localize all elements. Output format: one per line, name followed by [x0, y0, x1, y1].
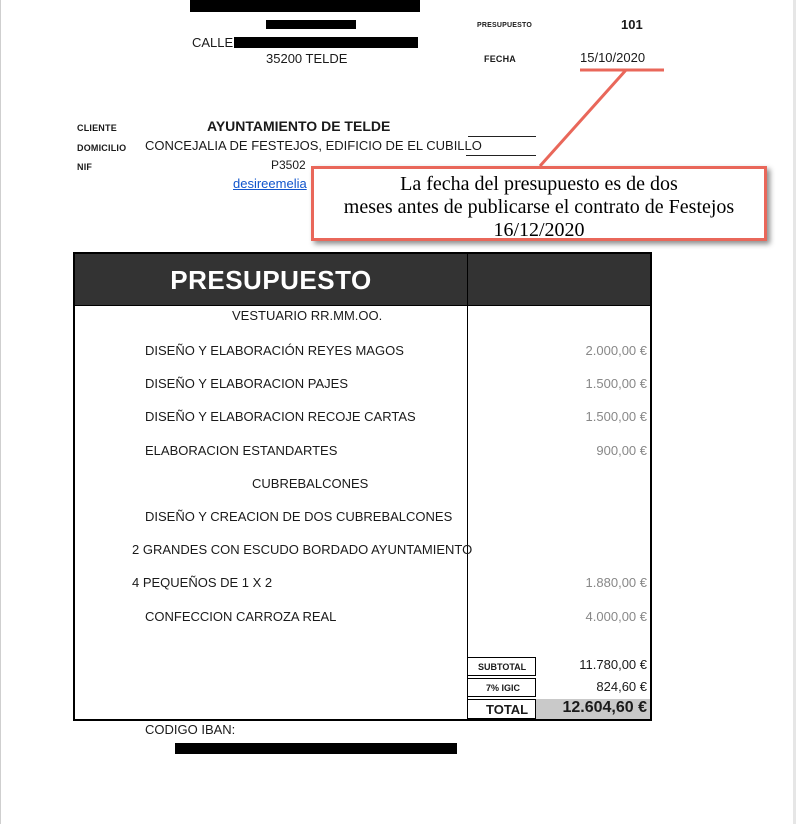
redacted-company-id [266, 20, 356, 29]
postal-city: 35200 TELDE [266, 51, 348, 66]
total-label-cell [467, 699, 536, 719]
callout-line-3: 16/12/2020 [493, 219, 585, 241]
table-row-desc: CONFECCION CARROZA REAL [145, 609, 337, 624]
address-underline [466, 155, 536, 156]
table-row-desc: DISEÑO Y CREACION DE DOS CUBREBALCONES [145, 509, 453, 524]
date-value: 15/10/2020 [580, 50, 646, 65]
budget-table [73, 252, 652, 721]
subtotal-label: SUBTOTAL [478, 662, 527, 672]
tax-value: 824,60 € [596, 679, 647, 694]
annotation-callout [311, 166, 767, 241]
callout-line-2: meses antes de publicarse el contrato de Festejos [343, 196, 735, 218]
total-label: TOTAL [486, 702, 529, 717]
table-row-desc: 4 PEQUEÑOS DE 1 X 2 [132, 575, 273, 590]
client-underline [468, 136, 536, 137]
budget-label: PRESUPUESTO [477, 22, 532, 29]
table-row-amount: 1.880,00 € [585, 575, 647, 590]
table-row-desc: 2 GRANDES CON ESCUDO BORDADO AYUNTAMIENTO [132, 542, 473, 557]
table-row-desc: DISEÑO Y ELABORACIÓN REYES MAGOS [145, 343, 404, 358]
client-name: AYUNTAMIENTO DE TELDE [207, 118, 391, 134]
redacted-iban [175, 743, 457, 754]
tax-label: 7% IGIC [486, 683, 521, 693]
table-row-amount: 900,00 € [596, 443, 647, 458]
table-row-amount: 4.000,00 € [585, 609, 647, 624]
table-row-desc: VESTUARIO RR.MM.OO. [232, 308, 383, 323]
page-left-edge [0, 0, 1, 824]
budget-number: 101 [621, 17, 643, 32]
iban-label: CODIGO IBAN: [145, 722, 236, 737]
client-email-link[interactable]: desireemelia [233, 176, 307, 191]
table-row-amount: 1.500,00 € [585, 409, 647, 424]
table-row-amount: 2.000,00 € [585, 343, 647, 358]
address-value: CONCEJALIA DE FESTEJOS, EDIFICIO DE EL CUBILLO [145, 138, 482, 153]
date-label: FECHA [484, 54, 516, 64]
redacted-company-name [190, 0, 420, 12]
table-header-bar [75, 254, 650, 305]
total-value-cell [536, 699, 650, 719]
subtotal-value: 11.780,00 € [579, 657, 647, 672]
nif-value: P3502 [271, 158, 306, 172]
table-row-desc: ELABORACION ESTANDARTES [145, 443, 338, 458]
nif-label: NIF [77, 162, 93, 172]
table-row-amount: 1.500,00 € [585, 376, 647, 391]
table-row-desc: DISEÑO Y ELABORACION PAJES [145, 376, 349, 391]
total-value: 12.604,60 € [562, 699, 647, 716]
column-divider [467, 254, 468, 719]
table-title: PRESUPUESTO [170, 265, 372, 295]
table-row-desc: CUBREBALCONES [252, 476, 369, 491]
callout-line-1: La fecha del presupuesto es de dos [400, 173, 678, 195]
tax-label-cell [467, 678, 536, 697]
table-row-desc: DISEÑO Y ELABORACION RECOJE CARTAS [145, 409, 416, 424]
redacted-street [234, 37, 418, 48]
client-label: CLIENTE [77, 123, 117, 133]
subtotal-label-cell [467, 657, 536, 676]
address-label: DOMICILIO [77, 143, 127, 153]
street-prefix: CALLE [192, 35, 234, 50]
